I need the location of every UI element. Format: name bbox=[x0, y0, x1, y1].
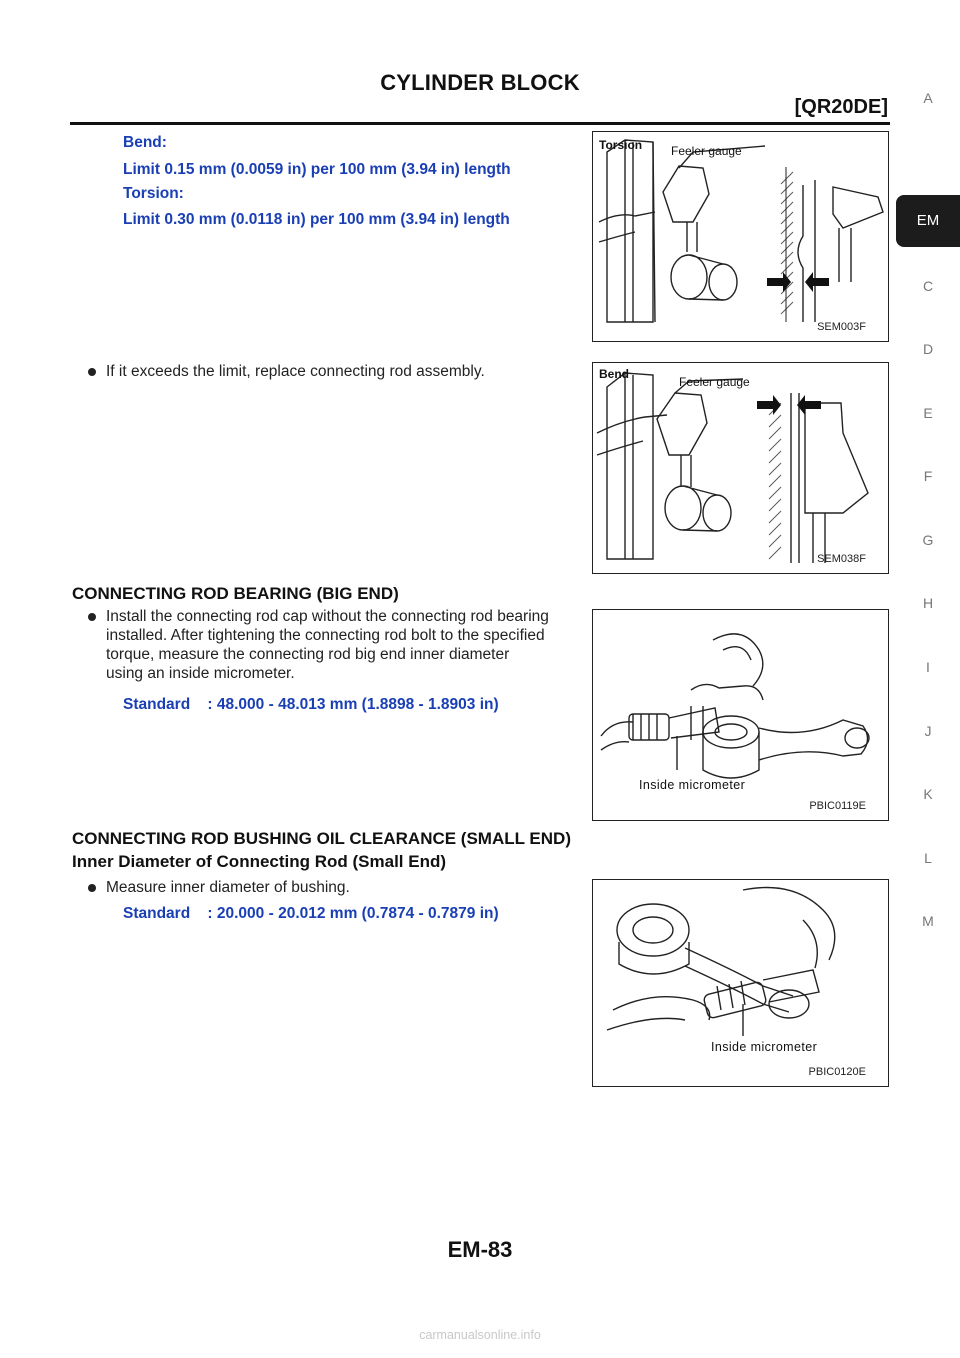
side-tab-i[interactable]: I bbox=[926, 659, 930, 675]
torsion-limit: Limit 0.30 mm (0.0118 in) per 100 mm (3.94 in) length bbox=[123, 211, 510, 228]
bend-illustration bbox=[593, 363, 890, 575]
bend-figure-label: Bend bbox=[599, 367, 629, 381]
big-end-micrometer-callout: Inside micrometer bbox=[639, 778, 746, 792]
subheading-small-end: Inner Diameter of Connecting Rod (Small End) bbox=[72, 852, 447, 871]
side-tab-a[interactable]: A bbox=[923, 90, 933, 106]
torsion-figure-code: SEM003F bbox=[817, 321, 866, 333]
heading-big-end: CONNECTING ROD BEARING (BIG END) bbox=[72, 584, 399, 603]
heading-small-end: CONNECTING ROD BUSHING OIL CLEARANCE (SMALL END) bbox=[72, 829, 571, 848]
side-tab-l[interactable]: L bbox=[924, 850, 932, 866]
small-end-illustration bbox=[593, 880, 890, 1088]
side-tab-k[interactable]: K bbox=[923, 786, 933, 802]
bullet-replace-assembly: If it exceeds the limit, replace connecting rod assembly. bbox=[88, 362, 568, 382]
big-end-figure-code: PBIC0119E bbox=[809, 800, 866, 812]
side-tab-active-label: EM bbox=[916, 212, 940, 229]
figure-bend bbox=[592, 362, 889, 574]
side-tab-j[interactable]: J bbox=[924, 723, 932, 739]
bullet-dot bbox=[88, 368, 96, 376]
side-tab-h[interactable]: H bbox=[922, 595, 934, 611]
small-end-standard-value: : 20.000 - 20.012 mm (0.7874 - 0.7879 in) bbox=[207, 905, 499, 922]
small-end-standard-label: Standard bbox=[123, 905, 191, 922]
bend-feeler-callout: Feeler gauge bbox=[679, 375, 750, 389]
side-tab-g[interactable]: G bbox=[922, 532, 934, 548]
bullet-install-cap: Install the connecting rod cap without the connecting rod bearing installed. After tightening the connecting rod bolt to the specified torque, measure the connecting rod big end inner diameter using an inside micrometer. bbox=[88, 607, 583, 687]
side-tab-c[interactable]: C bbox=[922, 278, 934, 294]
torsion-feeler-callout: Feeler gauge bbox=[671, 144, 742, 158]
bullet-dot bbox=[88, 884, 96, 892]
small-end-micrometer-callout: Inside micrometer bbox=[711, 1040, 818, 1054]
side-tab-e[interactable]: E bbox=[923, 405, 933, 421]
big-end-standard-label: Standard bbox=[123, 696, 191, 713]
bend-figure-code: SEM038F bbox=[817, 553, 866, 565]
torsion-label: Torsion: bbox=[123, 185, 184, 202]
side-tab-d[interactable]: D bbox=[922, 341, 934, 357]
bullet-measure-bushing: Measure inner diameter of bushing. bbox=[88, 878, 568, 898]
big-end-standard bbox=[123, 696, 499, 714]
side-tab-m[interactable]: M bbox=[922, 913, 934, 929]
figure-torsion bbox=[592, 131, 889, 342]
figure-small-end bbox=[592, 879, 889, 1087]
page-title: CYLINDER BLOCK bbox=[380, 70, 580, 95]
header-rule bbox=[70, 122, 890, 125]
watermark: carmanualsonline.info bbox=[419, 1328, 541, 1342]
side-tab-active[interactable] bbox=[896, 195, 960, 247]
bend-limit: Limit 0.15 mm (0.0059 in) per 100 mm (3.94 in) length bbox=[123, 161, 511, 178]
big-end-standard-value: : 48.000 - 48.013 mm (1.8898 - 1.8903 in) bbox=[207, 696, 499, 713]
torsion-figure-label: Torsion bbox=[599, 138, 643, 152]
page-number: EM-83 bbox=[447, 1237, 513, 1262]
torsion-illustration bbox=[593, 132, 890, 343]
bullet-dot bbox=[88, 613, 96, 621]
small-end-standard bbox=[123, 905, 499, 923]
side-tab-f[interactable]: F bbox=[923, 468, 933, 484]
engine-code: [QR20DE] bbox=[794, 96, 888, 118]
small-end-figure-code: PBIC0120E bbox=[808, 1066, 866, 1078]
figure-big-end bbox=[592, 609, 889, 821]
bend-label: Bend: bbox=[123, 134, 167, 151]
